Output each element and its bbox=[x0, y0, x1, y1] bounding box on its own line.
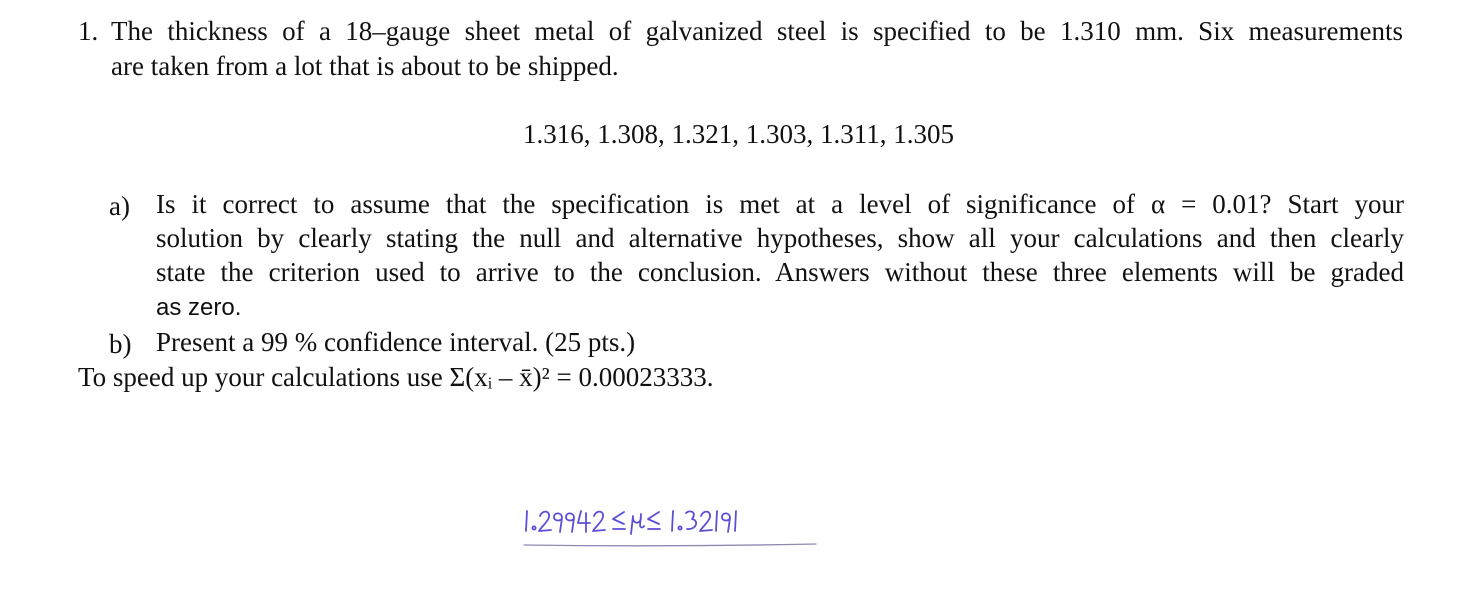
part-b-text: Present a 99 % confidence interval. (25 pts.) bbox=[156, 327, 636, 357]
handwritten-answer bbox=[520, 494, 820, 559]
measurements-list: 1.316, 1.308, 1.321, 1.303, 1.311, 1.305 bbox=[523, 119, 954, 149]
calculation-hint: To speed up your calculations use Σ(xᵢ – x̄)² = 0.00023333. bbox=[78, 362, 714, 392]
part-a-label: a) bbox=[109, 191, 130, 221]
question-intro-line-1: The thickness of a 18–gauge sheet metal of galvanized steel is specified to be 1.310 mm. Six measurements bbox=[111, 16, 1403, 46]
part-a-line-2: solution by clearly stating the null and alternative hypotheses, show all your calculations and then clearly bbox=[156, 223, 1404, 253]
part-a-line-3: state the criterion used to arrive to the conclusion. Answers without these three elements will be graded bbox=[156, 257, 1404, 287]
handwritten-answer-drawing bbox=[520, 494, 820, 554]
part-a-line-4: as zero. bbox=[156, 294, 242, 321]
part-b-label: b) bbox=[109, 329, 132, 359]
question-intro-line-2: are taken from a lot that is about to be shipped. bbox=[111, 51, 619, 81]
question-number: 1. bbox=[78, 16, 99, 46]
part-a-line-1: Is it correct to assume that the specification is met at a level of significance of α = 0.01? Start your bbox=[156, 189, 1404, 219]
